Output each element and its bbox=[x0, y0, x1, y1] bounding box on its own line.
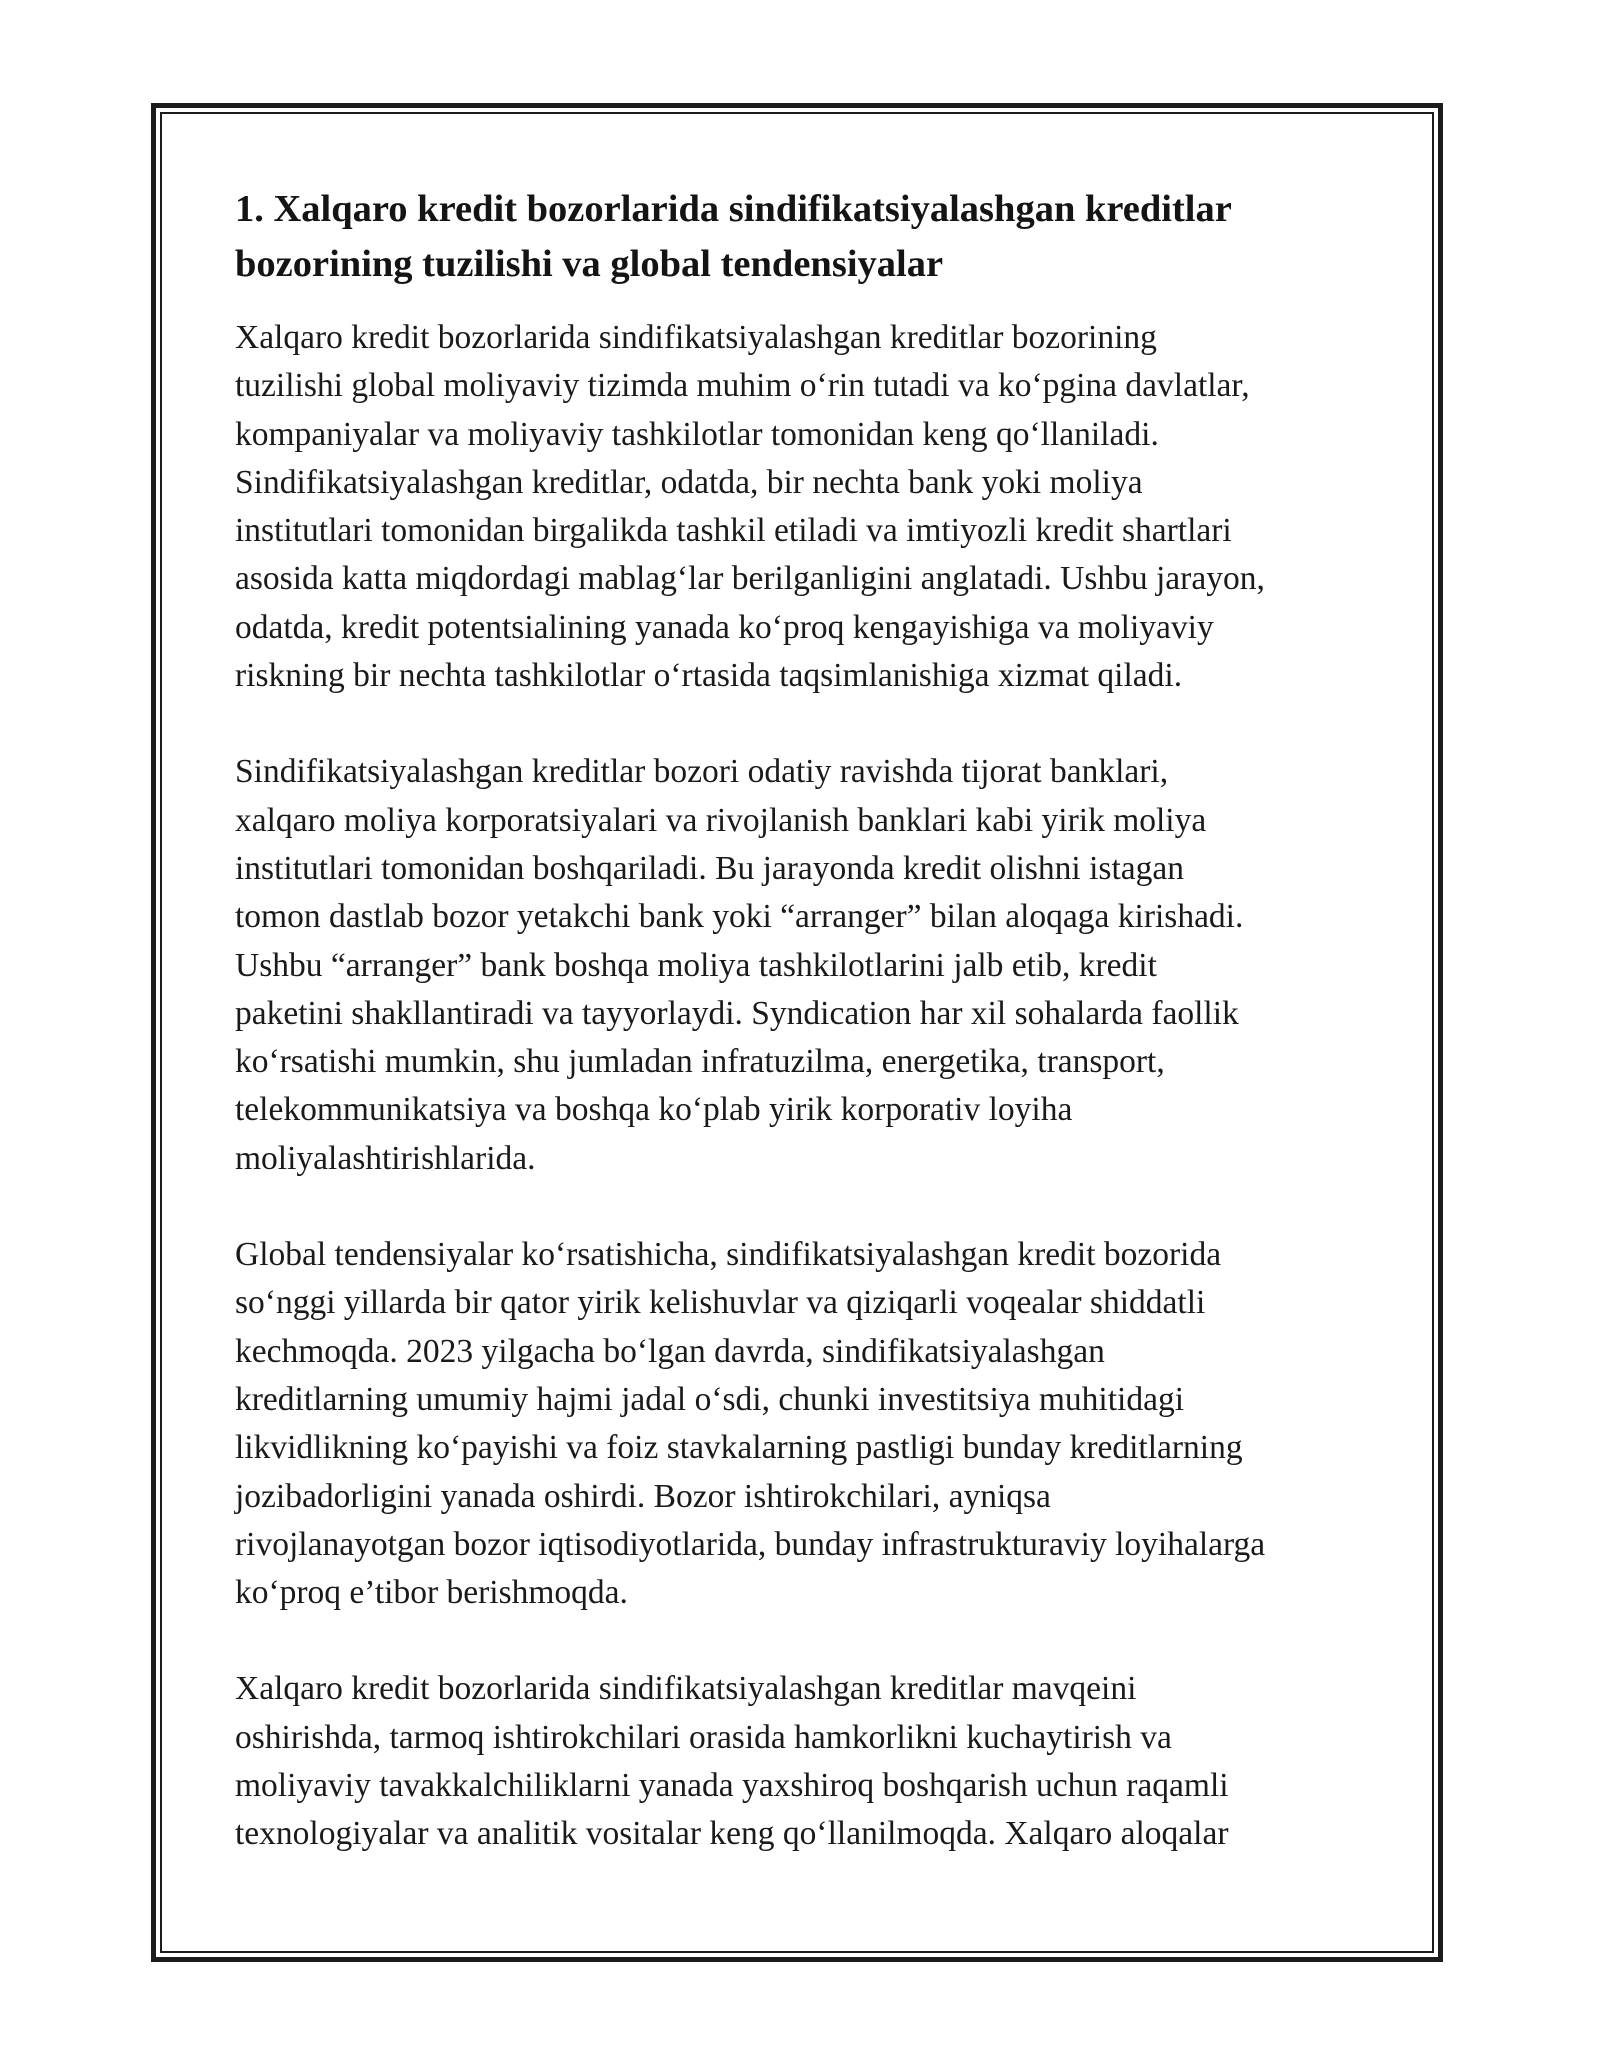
text-line: Sindifikatsiyalashgan kreditlar bozori odatiy ravishda tijorat banklari, bbox=[235, 753, 1169, 791]
paragraph-4 bbox=[235, 1665, 1375, 1858]
text-line: tomon dastlab bozor yetakchi bank yoki “arranger” bilan aloqaga kirishadi. bbox=[235, 898, 1244, 936]
text-line: paketini shakllantiradi va tayyorlaydi. Syndication har xil sohalarda faollik bbox=[235, 994, 1239, 1032]
text-line: likvidlikning koʻpayishi va foiz stavkalarning pastligi bunday kreditlarning bbox=[235, 1429, 1243, 1467]
text-line: soʻnggi yillarda bir qator yirik kelishuvlar va qiziqarli voqealar shiddatli bbox=[235, 1284, 1206, 1322]
text-line: Xalqaro kredit bozorlarida sindifikatsiyalashgan kreditlar bozorining bbox=[235, 319, 1157, 356]
text-line: jozibadorligini yanada oshirdi. Bozor ishtirokchilari, ayniqsa bbox=[235, 1477, 1051, 1515]
text-line: kompaniyalar va moliyaviy tashkilotlar tomonidan keng qoʻllaniladi. bbox=[235, 415, 1159, 453]
text-line: moliyaviy tavakkalchiliklarni yanada yaxshiroq boshqarish uchun raqamli bbox=[235, 1767, 1229, 1805]
text-line: tuzilishi global moliyaviy tizimda muhim oʻrin tutadi va koʻpgina davlatlar, bbox=[235, 367, 1250, 405]
paragraph-3 bbox=[235, 1231, 1375, 1617]
text-line: kreditlarning umumiy hajmi jadal oʻsdi, chunki investitsiya muhitidagi bbox=[235, 1380, 1185, 1418]
text-line: Global tendensiyalar koʻrsatishicha, sindifikatsiyalashgan kredit bozorida bbox=[235, 1236, 1222, 1274]
text-line: Sindifikatsiyalashgan kreditlar, odatda, bir nechta bank yoki moliya bbox=[235, 463, 1143, 501]
text-line: riskning bir nechta tashkilotlar oʻrtasida taqsimlanishiga xizmat qiladi. bbox=[235, 657, 1183, 695]
heading-line: bozorining tuzilishi va global tendensiyalar bbox=[235, 243, 944, 285]
heading-line: 1. Xalqaro kredit bozorlarida sindifikatsiyalashgan kreditlar bbox=[235, 188, 1232, 230]
text-line: texnologiyalar va analitik vositalar keng qoʻllanilmoqda. Xalqaro aloqalar bbox=[235, 1815, 1229, 1853]
text-line: asosida katta miqdordagi mablagʻlar berilganligini anglatadi. Ushbu jarayon, bbox=[235, 560, 1265, 598]
text-line: kechmoqda. 2023 yilgacha boʻlgan davrda, sindifikatsiyalashgan bbox=[235, 1332, 1105, 1370]
text-line: koʻrsatishi mumkin, shu jumladan infratuzilma, energetika, transport, bbox=[235, 1043, 1165, 1081]
text-line: koʻproq e’tibor berishmoqda. bbox=[235, 1574, 628, 1612]
paragraph-2 bbox=[235, 748, 1375, 1183]
text-line: institutlari tomonidan birgalikda tashkil etiladi va imtiyozli kredit shartlari bbox=[235, 512, 1232, 550]
text-line: odatda, kredit potentsialining yanada koʻproq kengayishiga va moliyaviy bbox=[235, 608, 1214, 646]
text-line: xalqaro moliya korporatsiyalari va rivojlanish banklari kabi yirik moliya bbox=[235, 801, 1207, 839]
text-line: moliyalashtirishlarida. bbox=[235, 1139, 536, 1177]
text-line: oshirishda, tarmoq ishtirokchilari orasida hamkorlikni kuchaytirish va bbox=[235, 1718, 1172, 1756]
text-line: rivojlanayotgan bozor iqtisodiyotlarida, bunday infrastrukturaviy loyihalarga bbox=[235, 1525, 1266, 1563]
paragraph-1 bbox=[235, 314, 1375, 700]
text-line: institutlari tomonidan boshqariladi. Bu jarayonda kredit olishni istagan bbox=[235, 849, 1185, 887]
text-line: Xalqaro kredit bozorlarida sindifikatsiyalashgan kreditlar mavqeini bbox=[235, 1670, 1137, 1708]
document-body bbox=[235, 182, 1375, 1907]
text-line: telekommunikatsiya va boshqa koʻplab yirik korporativ loyiha bbox=[235, 1091, 1073, 1129]
section-heading bbox=[235, 182, 1375, 292]
text-line: Ushbu “arranger” bank boshqa moliya tashkilotlarini jalb etib, kredit bbox=[235, 946, 1157, 984]
